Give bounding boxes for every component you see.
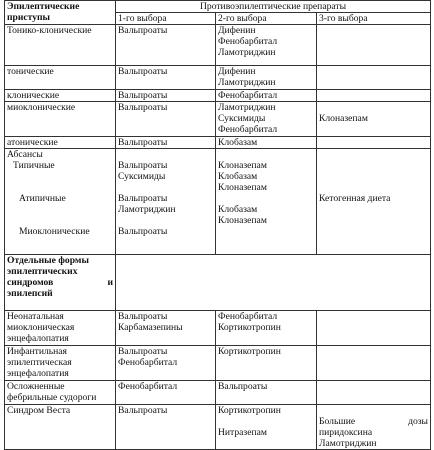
second-line-cell: Клоназепам Клобазам Клоназепам Клобазам Клоназепам (216, 149, 317, 255)
row-name: клонические (5, 90, 116, 102)
table-row-absences (5, 149, 431, 255)
antiepileptic-drugs-table (4, 0, 431, 450)
row-name: Инфантильная эпилептическая энцефалопатия (5, 346, 116, 381)
row-name: Неонатальная миоклоническая энцефалопатия (5, 311, 116, 346)
section-heading-empty (116, 255, 431, 311)
table-row-tonic (5, 66, 431, 90)
first-line-cell: Фенобарбитал (116, 381, 216, 405)
row-name: Абсансы Типичные Атипичные Миоклонические (5, 149, 116, 255)
table-row-clonic (5, 90, 431, 102)
header-seizures: Эпилептические приступы (5, 1, 116, 25)
first-line-cell: Вальпроаты Суксимиды Вальпроаты Ламотриджин Вальпроаты (116, 149, 216, 255)
third-line-cell: Клоназепам (317, 102, 431, 137)
header-row-1 (5, 1, 431, 13)
third-line-cell (317, 137, 431, 149)
row-name: Синдром Веста (5, 405, 116, 450)
row-name: миоклонические (5, 102, 116, 137)
header-drugs-group: Противоэпилептические препараты (116, 1, 431, 13)
third-line-cell (317, 346, 431, 381)
table-row-myoclonic (5, 102, 431, 137)
second-line-cell: Кортикотропин Нитразепам (216, 405, 317, 450)
section-heading-row (5, 255, 431, 311)
table-row-febrile (5, 381, 431, 405)
row-name: тонические (5, 66, 116, 90)
first-line-cell: Вальпроаты Карбамазепины (116, 311, 216, 346)
header-first-line: 1-го выбора (116, 13, 216, 25)
header-second-line: 2-го выбора (216, 13, 317, 25)
third-line-cell (317, 90, 431, 102)
first-line-cell: Вальпроаты (116, 90, 216, 102)
table-row-infantile (5, 346, 431, 381)
table-row-west-syndrome (5, 405, 431, 450)
first-line-cell: Вальпроаты Фенобарбитал (116, 346, 216, 381)
second-line-cell: Вальпроаты (216, 381, 317, 405)
third-line-cell: Большие дозы пиридоксина Ламотриджин (317, 405, 431, 450)
second-line-cell: Ламотриджин Суксимиды Фенобарбитал (216, 102, 317, 137)
second-line-cell: Клобазам (216, 137, 317, 149)
first-line-cell: Вальпроаты (116, 137, 216, 149)
first-line-cell: Вальпроаты (116, 25, 216, 66)
row-name: Тонико-клонические (5, 25, 116, 66)
first-line-cell: Вальпроаты (116, 405, 216, 450)
row-name: атонические (5, 137, 116, 149)
third-line-cell (317, 381, 431, 405)
table-row-tonic-clonic (5, 25, 431, 66)
third-line-cell (317, 66, 431, 90)
third-line-cell: Кетогенная диета (317, 149, 431, 255)
second-line-cell: Дифенин Ламотриджин (216, 66, 317, 90)
second-line-cell: Фенобарбитал Кортикотропин (216, 311, 317, 346)
third-line-cell (317, 311, 431, 346)
first-line-cell: Вальпроаты (116, 102, 216, 137)
header-third-line: 3-го выбора (317, 13, 431, 25)
second-line-cell: Кортикотропин (216, 346, 317, 381)
section-heading: Отдельные формы эпилептических синдромов и эпилепсий (5, 255, 116, 311)
row-name: Осложненные фебрильные судороги (5, 381, 116, 405)
first-line-cell: Вальпроаты (116, 66, 216, 90)
second-line-cell: Дифенин Фенобарбитал Ламотриджин (216, 25, 317, 66)
third-line-cell (317, 25, 431, 66)
second-line-cell: Фенобарбитал (216, 90, 317, 102)
table-row-atonic (5, 137, 431, 149)
table-row-neonatal (5, 311, 431, 346)
